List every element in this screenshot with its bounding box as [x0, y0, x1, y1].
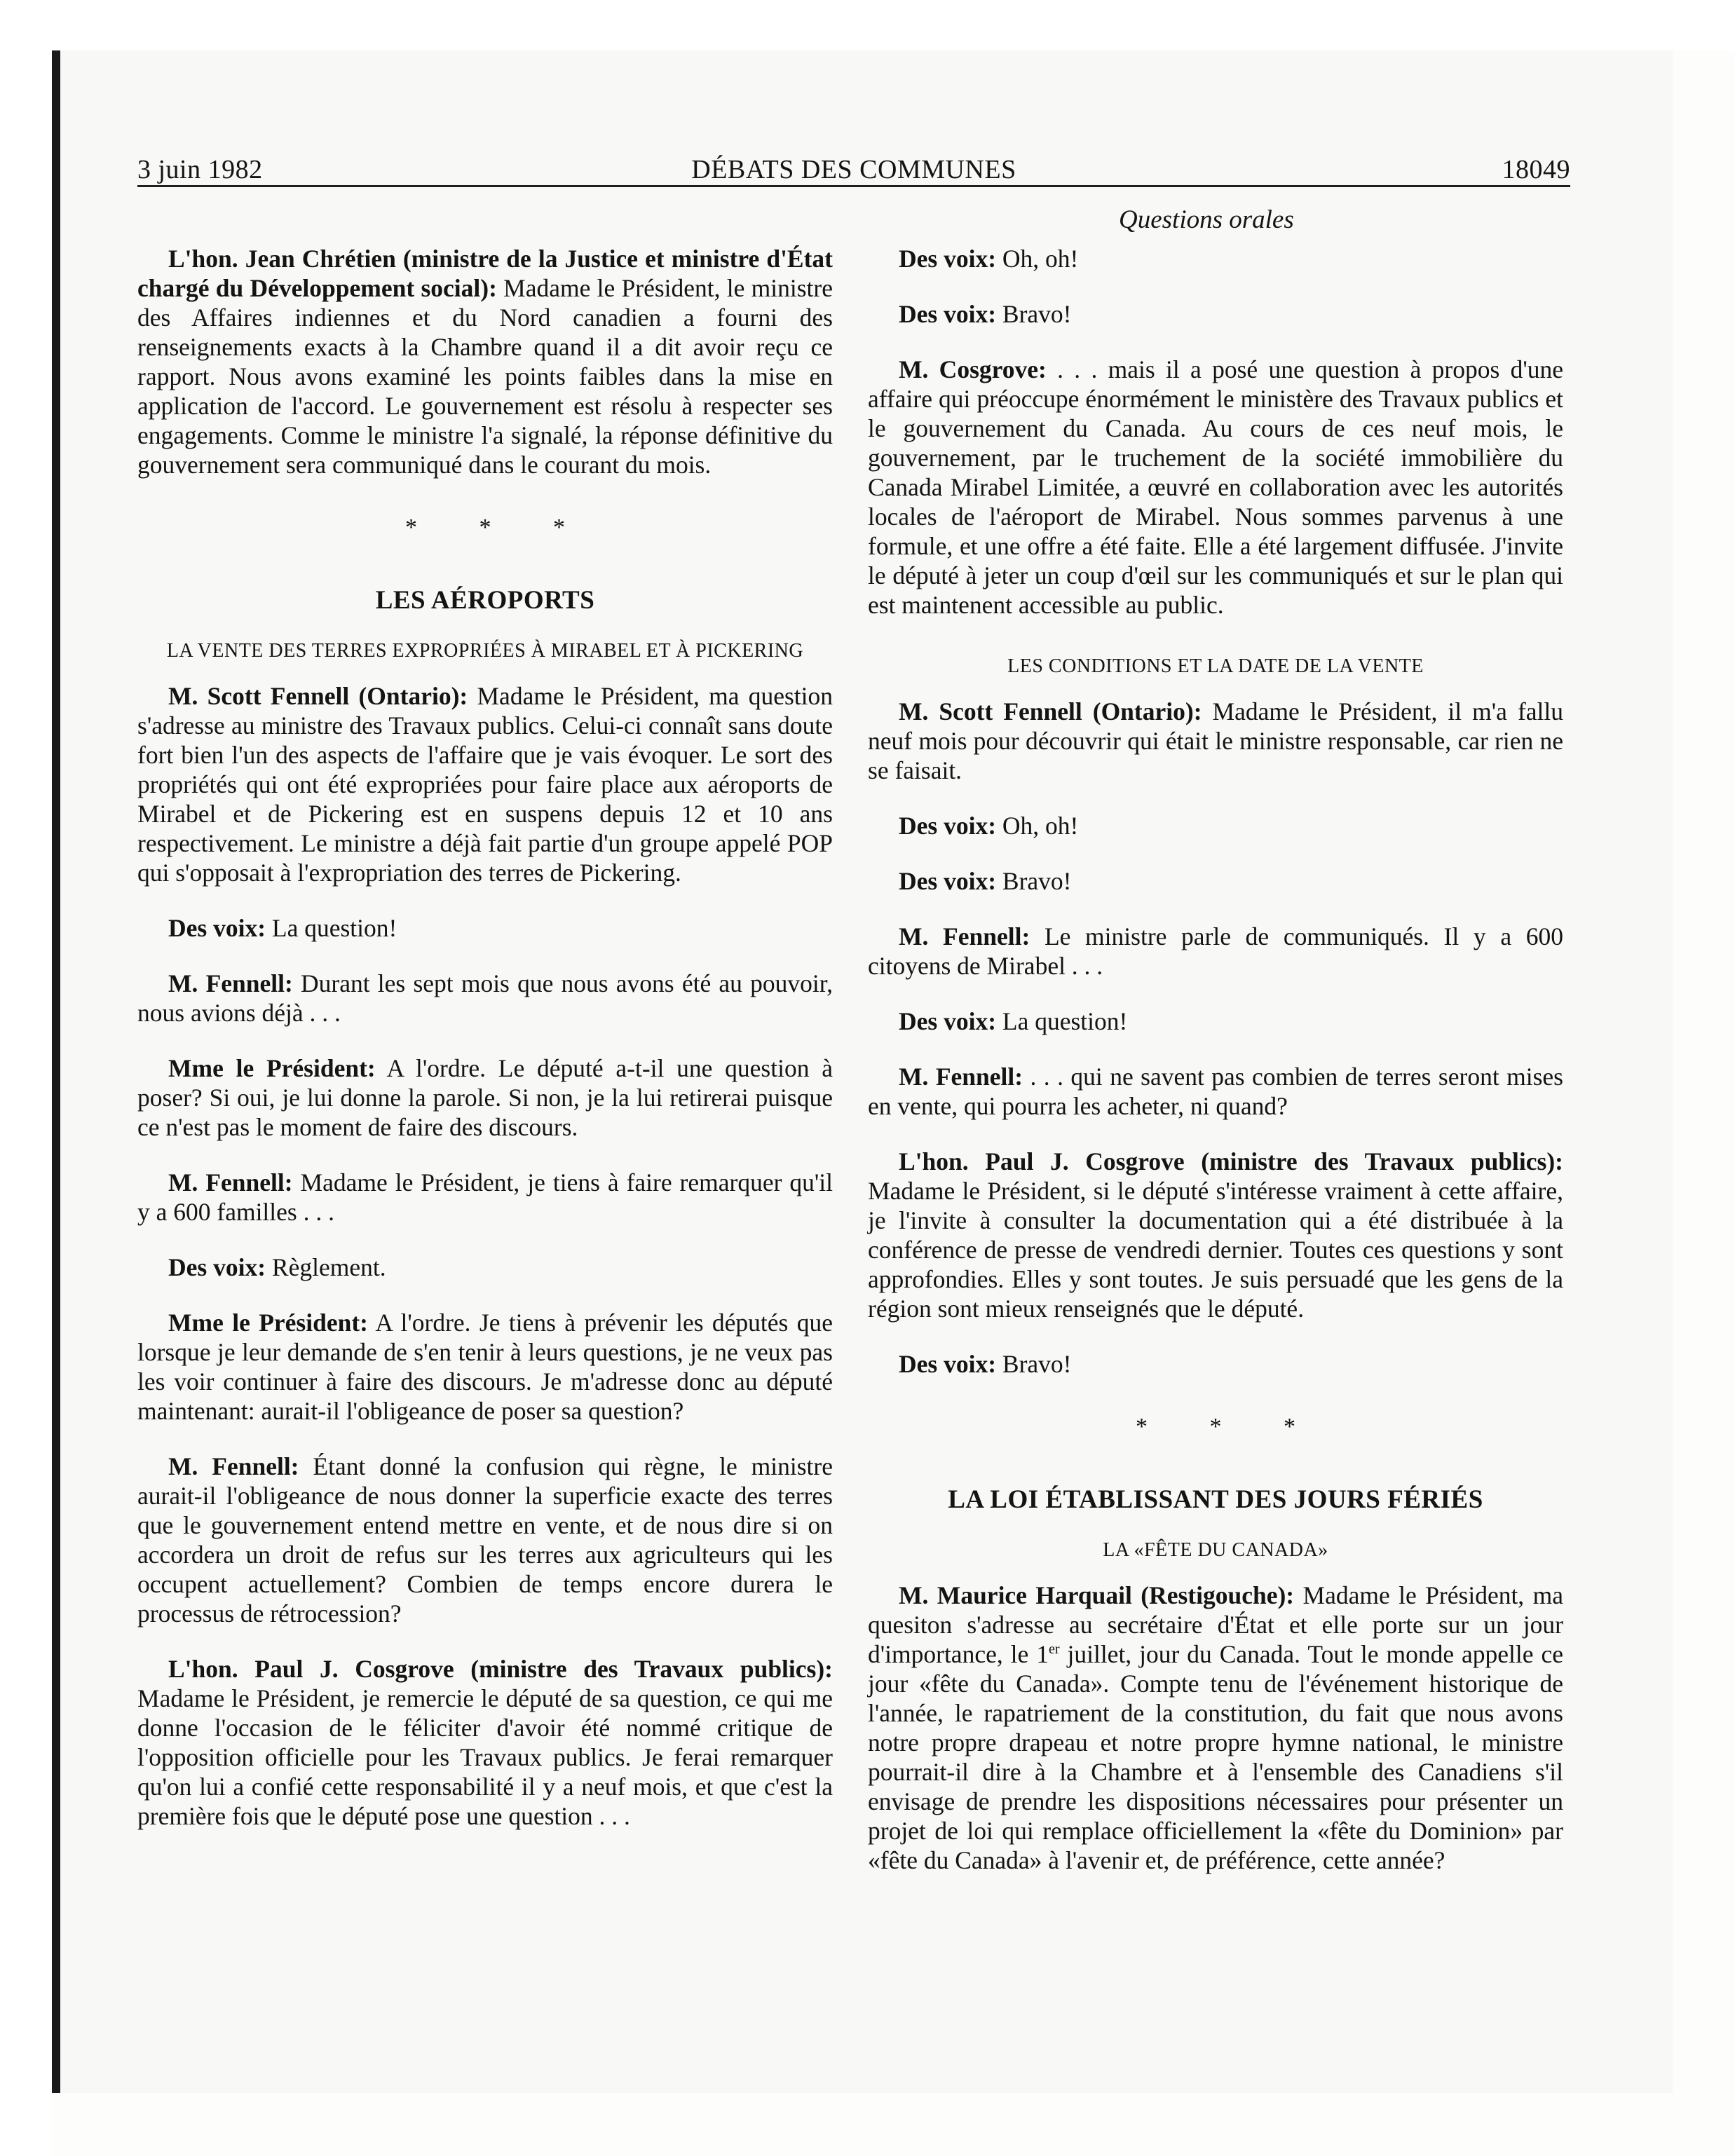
- paragraph-text: Madame le Président, je remercie le député de sa question, ce qui me donne l'occasion de le féliciter d'avoir été nommé critique de l'opposition officielle pour les Travaux publics. Je ferai remarquer qu'on lui a confié cette responsabilité il y a neuf mois, et que c'est la première fois que le député pose une question . . .: [137, 1684, 833, 1830]
- speaker: L'hon. Jean Chrétien (ministre de la Justice et ministre d'État chargé du Développement social):: [137, 245, 833, 302]
- header-title: DÉBATS DES COMMUNES: [691, 155, 1016, 184]
- paragraph: [137, 1308, 833, 1426]
- paragraph: [868, 244, 1563, 273]
- running-head: Questions orales: [1119, 205, 1294, 234]
- paragraph: [868, 355, 1563, 620]
- header-date: 3 juin 1982: [137, 155, 263, 184]
- paragraph-text: Règlement.: [266, 1253, 386, 1281]
- page-header: [137, 151, 1570, 186]
- paragraph: [137, 1654, 833, 1831]
- paragraph: [868, 866, 1563, 896]
- paragraph: [137, 1452, 833, 1628]
- paragraph: [137, 1253, 833, 1282]
- paragraph-text: A l'ordre. Le député a-t-il une question à poser? Si oui, je lui donne la parole. Si non, je la lui retirerai puisque ce n'est pas le moment de faire des discours.: [137, 1054, 833, 1141]
- speaker: Des voix:: [899, 1007, 997, 1035]
- speaker: M. Maurice Harquail (Restigouche):: [899, 1581, 1295, 1609]
- paragraph: [868, 697, 1563, 785]
- paragraph-text: . . . mais il a posé une question à propos d'une affaire qui préoccupe énormément le ministère des Travaux publics et le gouvernement du Canada. Au cours de ces neuf mois, le gouvernement, par le truchement de la société immobilière du Canada Mirabel Limitée, a œuvré en collaboration avec les autorités locales de l'aéroport de Mirabel. Nous sommes parvenus à une formule, et une offre a été faite. Elle a été largement diffusée. J'invite le député à jeter un coup d'œil sur les communiqués et sur le plan qui est maintenent accessible au public.: [868, 355, 1563, 619]
- paragraph: [868, 1062, 1563, 1121]
- paragraph: [137, 681, 833, 887]
- page-number: 18049: [1502, 155, 1570, 184]
- paragraph-text: Bravo!: [996, 1350, 1072, 1378]
- speaker: M. Fennell:: [168, 1452, 299, 1480]
- speaker: M. Fennell:: [168, 1168, 293, 1196]
- paragraph-text: Le ministre parle de communiqués. Il y a 600 citoyens de Mirabel . . .: [868, 922, 1563, 980]
- speaker: L'hon. Paul J. Cosgrove (ministre des Travaux publics):: [168, 1655, 833, 1683]
- header-rule: [137, 185, 1570, 187]
- speaker: Des voix:: [899, 245, 997, 273]
- speaker: M. Scott Fennell (Ontario):: [168, 682, 468, 710]
- speaker: Des voix:: [899, 1350, 997, 1378]
- section-subheading: LES CONDITIONS ET LA DATE DE LA VENTE: [1007, 655, 1424, 677]
- paragraph-text: Durant les sept mois que nous avons été au pouvoir, nous avions déjà . . .: [137, 969, 833, 1027]
- paragraph-text: Oh, oh!: [996, 245, 1079, 273]
- paragraph: [137, 244, 833, 479]
- speaker: L'hon. Paul J. Cosgrove (ministre des Travaux publics):: [899, 1147, 1563, 1175]
- paragraph: [868, 1147, 1563, 1323]
- speaker: M. Fennell:: [899, 922, 1030, 950]
- section-heading: LES AÉROPORTS: [375, 586, 595, 615]
- paragraph-text: La question!: [266, 914, 397, 942]
- paragraph-text: Madame le Président, ma question s'adresse au ministre des Travaux publics. Celui-ci connaît sans doute fort bien l'un des aspects de l'affaire que je vais évoquer. Le sort des propriétés qui ont été expropriées pour faire place aux aéroports de Mirabel et de Pickering est en suspens depuis 12 et 10 ans respectivement. Le ministre a déjà fait partie d'un groupe appelé POP qui s'opposait à l'expropriation des terres de Pickering.: [137, 682, 834, 887]
- scan-border-top: [0, 0, 1735, 50]
- speaker: Mme le Président:: [168, 1054, 376, 1082]
- paragraph-text: Madame le Président, le ministre des Affaires indiennes et du Nord canadien a fourni des renseignements exacts à la Chambre quand il a dit avoir reçu ce rapport. Nous avons examiné les points faibles dans la mise en application de l'accord. Le gouvernement est résolu à respecter ses engagements. Comme le ministre l'a signalé, la réponse définitive du gouvernement sera communiqué dans le courant du mois.: [137, 274, 833, 479]
- paragraph: [868, 1007, 1563, 1036]
- left-column: [137, 244, 833, 1857]
- paragraph-text: A l'ordre. Je tiens à prévenir les députés que lorsque je leur demande de s'en tenir à leurs questions, je ne veux pas les voir continuer à faire des discours. Je m'adresse donc au député maintenant: aurait-il l'obligeance de poser sa question?: [137, 1309, 833, 1425]
- paragraph-text: . . . qui ne savent pas combien de terres seront mises en vente, qui pourra les acheter, ni quand?: [868, 1063, 1563, 1120]
- speaker: Mme le Président:: [168, 1309, 368, 1337]
- paragraph-text: Madame le Président, si le député s'intéresse vraiment à cette affaire, je l'invite à consulter la documentation qui a été distribuée à la conférence de presse de vendredi dernier. Toutes ces questions y sont approfondies. Elles y sont toutes. Je suis persuadé que les gens de la région sont mieux renseignés que le député.: [868, 1177, 1563, 1323]
- paragraph: [868, 922, 1563, 981]
- right-column: [868, 244, 1563, 1901]
- speaker: Des voix:: [899, 300, 997, 328]
- paragraph: [137, 1168, 833, 1227]
- binding-shadow: [52, 50, 60, 2093]
- paragraph-text: Étant donné la confusion qui règne, le ministre aurait-il l'obligeance de nous donner la superficie exacte des terres que le gouvernement entend mettre en vente, et de nous dire si on accordera un droit de refus sur les terres aux agriculteurs qui les occupent actuellement? Combien de temps encore durera le processus de rétrocession?: [137, 1452, 833, 1628]
- paragraph: [868, 811, 1563, 840]
- speaker: M. Cosgrove:: [899, 355, 1047, 383]
- paragraph-text: Oh, oh!: [996, 812, 1079, 840]
- paragraph-text: Bravo!: [996, 300, 1072, 328]
- paragraph-text: juillet, jour du Canada. Tout le monde appelle ce jour «fête du Canada». Compte tenu de l'événement historique de l'année, le rapatriement de la constitution, du fait que nous avons notre propre drapeau et notre propre hymne national, le ministre pourrait-il dire à la Chambre et à l'ensemble des Canadiens s'il envisage de prendre les dispositions nécessaires pour présenter un projet de loi qui remplace officiellement la «fête du Dominion» par «fête du Canada» à l'avenir et, de préférence, cette année?: [868, 1640, 1563, 1874]
- section-heading: LA LOI ÉTABLISSANT DES JOURS FÉRIÉS: [948, 1485, 1483, 1514]
- speaker: M. Fennell:: [899, 1063, 1023, 1091]
- section-separator: * * *: [1136, 1414, 1324, 1440]
- paragraph: [868, 299, 1563, 329]
- speaker: Des voix:: [168, 914, 266, 942]
- paragraph-text: Madame le Président, il m'a fallu neuf mois pour découvrir qui était le ministre responsable, car rien ne se faisait.: [868, 697, 1563, 784]
- paragraph-text: Madame le Président, je tiens à faire remarquer qu'il y a 600 familles . . .: [137, 1168, 833, 1226]
- paragraph: [137, 969, 833, 1028]
- scan-border-left: [0, 0, 52, 2156]
- paragraph-text: Madame le Président, ma quesiton s'adresse au secrétaire d'État et elle porte sur un jour d'importance, le 1: [868, 1581, 1563, 1668]
- speaker: M. Scott Fennell (Ontario):: [899, 697, 1202, 725]
- ordinal-superscript: er: [1048, 1642, 1060, 1658]
- paragraph-text: Bravo!: [996, 867, 1072, 895]
- speaker: Des voix:: [899, 812, 997, 840]
- paragraph: [137, 913, 833, 943]
- speaker: Des voix:: [168, 1253, 266, 1281]
- section-separator: * * *: [405, 514, 593, 540]
- paragraph: [137, 1053, 833, 1142]
- section-subheading: LA VENTE DES TERRES EXPROPRIÉES À MIRABEL ET À PICKERING: [166, 640, 804, 662]
- section-subheading: LA «FÊTE DU CANADA»: [1103, 1539, 1328, 1561]
- paragraph-text: La question!: [996, 1007, 1128, 1035]
- speaker: M. Fennell:: [168, 969, 293, 997]
- speaker: Des voix:: [899, 867, 997, 895]
- paragraph: [868, 1349, 1563, 1379]
- paragraph: [868, 1581, 1563, 1875]
